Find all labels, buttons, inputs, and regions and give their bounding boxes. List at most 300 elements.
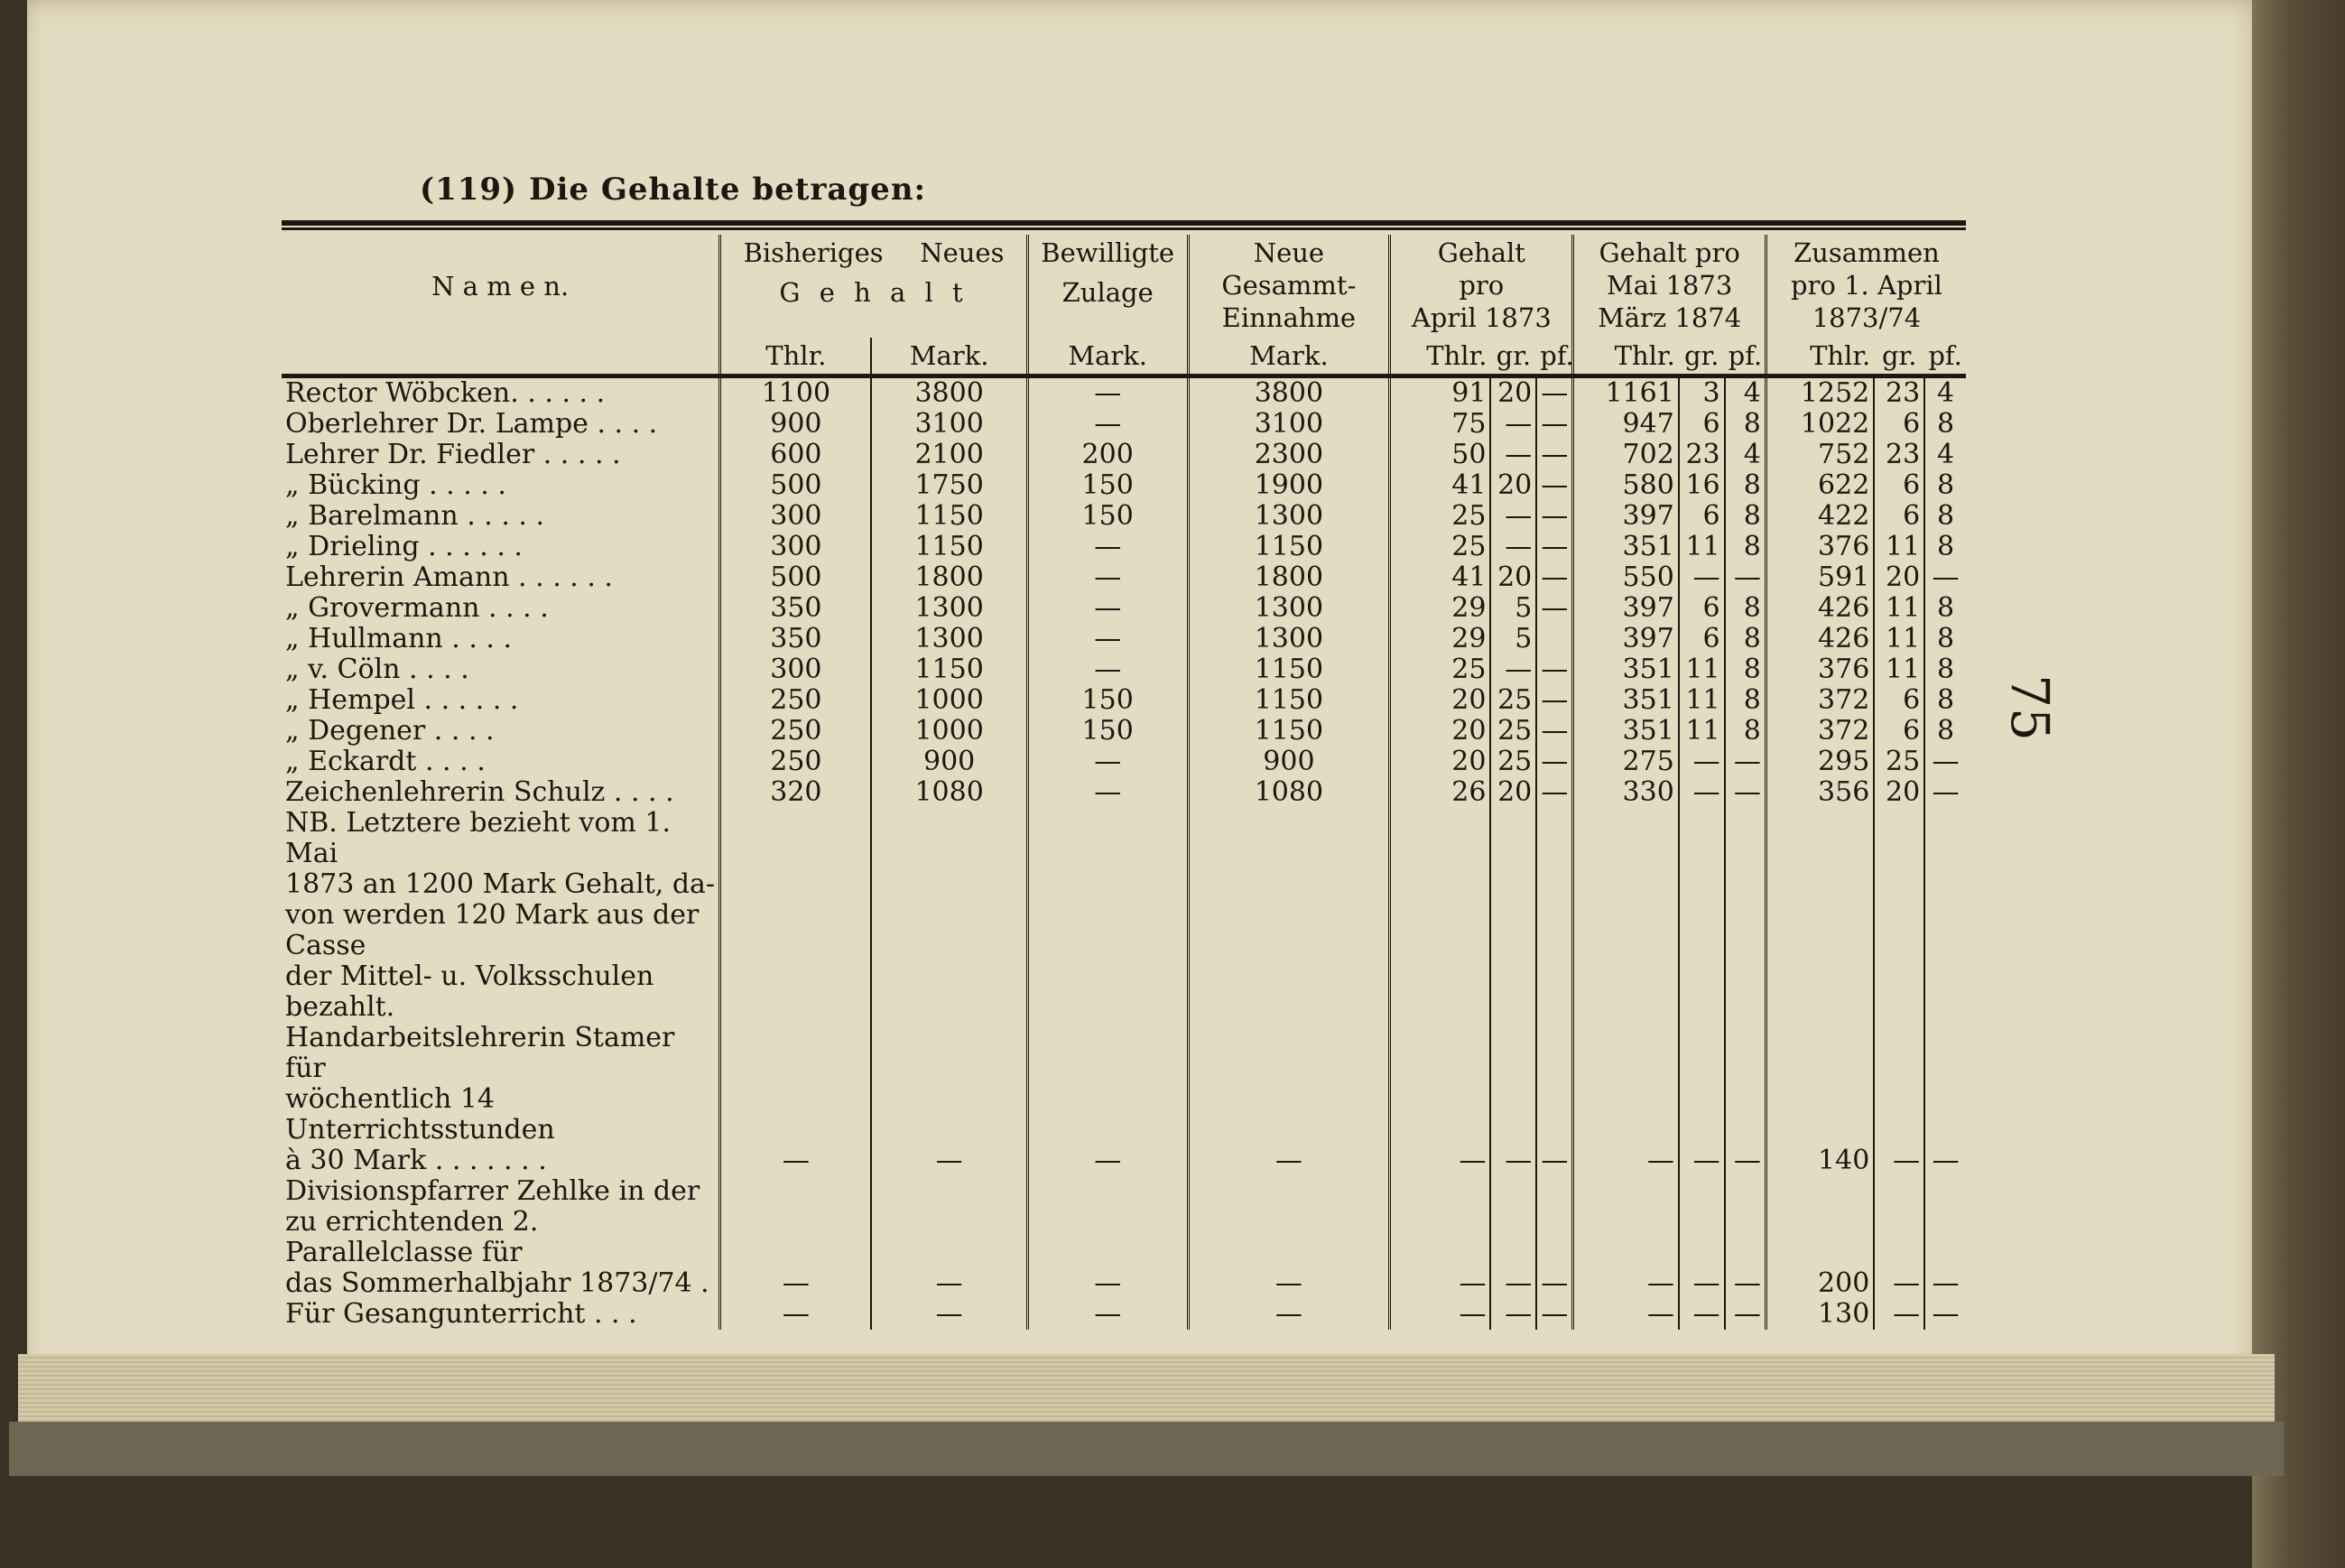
cell-neu: 1150 <box>871 532 1027 562</box>
cell-z-pf: 8 <box>1924 593 1966 624</box>
cell-a-pf: — <box>1536 747 1573 777</box>
cell-a-thlr: 20 <box>1390 747 1491 777</box>
cell-m-pf: — <box>1725 1268 1766 1299</box>
empty-cell <box>1390 869 1491 900</box>
cell-a-gr: 5 <box>1490 624 1536 654</box>
salary-table <box>282 235 1966 1330</box>
cell-z-thlr: 356 <box>1766 777 1874 808</box>
empty-cell <box>1536 1084 1573 1146</box>
cell-m-pf: 4 <box>1725 440 1766 470</box>
empty-cell <box>1766 808 1874 869</box>
row-name: Oberlehrer Dr. Lampe . . . . <box>285 409 658 440</box>
cell-a-gr: — <box>1490 501 1536 532</box>
empty-cell <box>1725 869 1766 900</box>
note-line: zu errichtenden 2. Parallelclasse für <box>285 1207 539 1268</box>
empty-cell <box>1490 1023 1536 1084</box>
cell-m-gr: 6 <box>1679 593 1725 624</box>
unit-z-gr: gr. <box>1874 338 1924 376</box>
empty-cell <box>1573 808 1679 869</box>
cell-z-thlr: 426 <box>1766 624 1874 654</box>
note-line: Handarbeitslehrerin Stamer für <box>285 1023 675 1084</box>
zusammen-3: 1873/74 <box>1812 302 1922 333</box>
cell-z-pf: 8 <box>1924 532 1966 562</box>
empty-cell <box>1536 1023 1573 1084</box>
table-row <box>282 624 1966 654</box>
cell-ng: 3100 <box>1188 409 1390 440</box>
unit-gm-thlr: Thlr. <box>1573 338 1679 376</box>
empty-cell <box>1573 900 1679 961</box>
cell-bis: — <box>720 1268 872 1299</box>
empty-cell <box>1924 900 1966 961</box>
empty-cell <box>1874 1084 1924 1146</box>
cell-z-gr: 6 <box>1874 409 1924 440</box>
empty-cell <box>1188 900 1390 961</box>
row-name: Lehrer Dr. Fiedler . . . . . <box>285 440 621 470</box>
col-bisheriges: Bisheriges <box>743 237 884 268</box>
table-row <box>282 654 1966 685</box>
empty-cell <box>1874 900 1924 961</box>
cell-z-thlr: 295 <box>1766 747 1874 777</box>
cell-bis: 320 <box>720 777 872 808</box>
cell-neu: 1000 <box>871 685 1027 716</box>
cell-m-gr: 11 <box>1679 654 1725 685</box>
cell-z-pf: 8 <box>1924 685 1966 716</box>
cell-neu: 1800 <box>871 562 1027 593</box>
empty-cell <box>1573 1084 1679 1146</box>
cell-a-gr: 20 <box>1490 777 1536 808</box>
cell-bis: 300 <box>720 532 872 562</box>
cell-a-pf: — <box>1536 685 1573 716</box>
empty-cell <box>1725 1176 1766 1207</box>
note-line: 1873 an 1200 Mark Gehalt, da- <box>285 869 716 900</box>
book-cover-edge <box>9 1422 2284 1476</box>
cell-z-thlr: 200 <box>1766 1268 1874 1299</box>
cell-bew: 150 <box>1027 501 1188 532</box>
cell-neu: 1750 <box>871 470 1027 501</box>
note-row <box>282 1023 1966 1084</box>
cell-ng: 1900 <box>1188 470 1390 501</box>
cell-a-thlr: 29 <box>1390 593 1491 624</box>
cell-z-thlr: 1252 <box>1766 376 1874 410</box>
cell-bew: — <box>1027 1146 1188 1176</box>
empty-cell <box>1924 1023 1966 1084</box>
empty-cell <box>1490 961 1536 1023</box>
cell-a-gr: — <box>1490 1146 1536 1176</box>
cell-m-thlr: 351 <box>1573 532 1679 562</box>
cell-m-thlr: 397 <box>1573 501 1679 532</box>
cell-a-thlr: 25 <box>1390 501 1491 532</box>
empty-cell <box>1490 1176 1536 1207</box>
empty-cell <box>1679 900 1725 961</box>
cell-z-pf: 4 <box>1924 376 1966 410</box>
empty-cell <box>1536 961 1573 1023</box>
cell-a-thlr: — <box>1390 1146 1491 1176</box>
cell-m-thlr: 702 <box>1573 440 1679 470</box>
cell-m-thlr: 397 <box>1573 624 1679 654</box>
cell-m-pf: — <box>1725 777 1766 808</box>
empty-cell <box>1924 1084 1966 1146</box>
cell-z-gr: 11 <box>1874 532 1924 562</box>
cell-neu: — <box>871 1146 1027 1176</box>
cell-m-gr: — <box>1679 747 1725 777</box>
cell-z-gr: 11 <box>1874 593 1924 624</box>
note-row <box>282 1207 1966 1268</box>
cell-a-pf: — <box>1536 440 1573 470</box>
cell-a-pf: — <box>1536 501 1573 532</box>
empty-cell <box>1536 1176 1573 1207</box>
cell-z-pf: — <box>1924 1299 1966 1330</box>
cell-bis: 350 <box>720 593 872 624</box>
col-neues: Neues <box>920 237 1005 268</box>
cell-z-pf: — <box>1924 777 1966 808</box>
gehalt-mai-2: Mai 1873 <box>1607 270 1733 301</box>
cell-m-gr: 11 <box>1679 716 1725 747</box>
empty-cell <box>720 1207 872 1268</box>
empty-cell <box>1490 1207 1536 1268</box>
cell-a-gr: 20 <box>1490 376 1536 410</box>
empty-cell <box>871 900 1027 961</box>
cell-z-pf: 8 <box>1924 654 1966 685</box>
cell-neu: 900 <box>871 747 1027 777</box>
cell-z-pf: 4 <box>1924 440 1966 470</box>
cell-m-gr: 11 <box>1679 685 1725 716</box>
gesammt-label: Gesammt- <box>1221 270 1357 301</box>
col-namen: N a m e n. <box>431 271 570 302</box>
cell-z-pf: — <box>1924 1146 1966 1176</box>
empty-cell <box>1027 869 1188 900</box>
cell-m-pf: — <box>1725 1299 1766 1330</box>
cell-a-pf: — <box>1536 777 1573 808</box>
gehalt-april-2: pro <box>1459 270 1505 301</box>
cell-z-gr: 11 <box>1874 624 1924 654</box>
cell-a-gr: — <box>1490 654 1536 685</box>
cell-ng: 1300 <box>1188 501 1390 532</box>
empty-cell <box>1390 900 1491 961</box>
header-row <box>282 235 1966 338</box>
cell-a-thlr: 75 <box>1390 409 1491 440</box>
empty-cell <box>1766 869 1874 900</box>
cell-m-pf: 8 <box>1725 409 1766 440</box>
empty-cell <box>1766 1176 1874 1207</box>
cell-a-thlr: 26 <box>1390 777 1491 808</box>
row-name: Zeichenlehrerin Schulz . . . . <box>285 777 674 808</box>
col-gehalt-april <box>1390 235 1573 338</box>
cell-bew: — <box>1027 593 1188 624</box>
row-name: das Sommerhalbjahr 1873/74 . <box>285 1268 709 1299</box>
cell-m-pf: 4 <box>1725 376 1766 410</box>
empty-cell <box>1188 1023 1390 1084</box>
col-bewilligte <box>1027 235 1188 338</box>
cell-a-thlr: 41 <box>1390 470 1491 501</box>
cell-m-thlr: 351 <box>1573 654 1679 685</box>
cell-m-thlr: — <box>1573 1146 1679 1176</box>
cell-bew: — <box>1027 1299 1188 1330</box>
empty-cell <box>1536 869 1573 900</box>
cell-a-gr: 5 <box>1490 593 1536 624</box>
cell-ng: 1300 <box>1188 593 1390 624</box>
zusammen-1: Zusammen <box>1794 237 1940 268</box>
table-row <box>282 440 1966 470</box>
top-rule <box>282 220 1966 226</box>
cell-m-gr: 11 <box>1679 532 1725 562</box>
cell-neu: 1000 <box>871 716 1027 747</box>
cell-a-thlr: — <box>1390 1299 1491 1330</box>
cell-bis: 300 <box>720 654 872 685</box>
cell-z-thlr: 376 <box>1766 532 1874 562</box>
cell-a-thlr: 29 <box>1390 624 1491 654</box>
empty-cell <box>1188 1176 1390 1207</box>
empty-cell <box>871 808 1027 869</box>
cell-a-gr: 20 <box>1490 470 1536 501</box>
zusammen-2: pro 1. April <box>1790 270 1942 301</box>
empty-cell <box>1188 869 1390 900</box>
empty-cell <box>1924 869 1966 900</box>
table-row <box>282 716 1966 747</box>
cell-z-thlr: 1022 <box>1766 409 1874 440</box>
unit-bis-thlr: Thlr. <box>720 338 872 376</box>
cell-m-pf: 8 <box>1725 716 1766 747</box>
cell-a-pf: — <box>1536 1268 1573 1299</box>
cell-ng: 1080 <box>1188 777 1390 808</box>
row-name: „ v. Cöln . . . . <box>285 654 469 685</box>
cell-bew: — <box>1027 654 1188 685</box>
empty-cell <box>1573 961 1679 1023</box>
cell-bis: — <box>720 1146 872 1176</box>
einnahme-label: Einnahme <box>1221 302 1357 333</box>
col-gehalt-mai <box>1573 235 1766 338</box>
empty-cell <box>1766 961 1874 1023</box>
cell-z-gr: — <box>1874 1268 1924 1299</box>
cell-neu: 1300 <box>871 624 1027 654</box>
cell-ng: 1150 <box>1188 685 1390 716</box>
empty-cell <box>720 869 872 900</box>
cell-m-gr: — <box>1679 1146 1725 1176</box>
cell-z-gr: 25 <box>1874 747 1924 777</box>
cell-m-thlr: 330 <box>1573 777 1679 808</box>
empty-cell <box>1874 808 1924 869</box>
empty-cell <box>1924 808 1966 869</box>
empty-cell <box>1188 961 1390 1023</box>
empty-cell <box>720 1084 872 1146</box>
cell-m-pf: 8 <box>1725 501 1766 532</box>
cell-z-gr: 6 <box>1874 470 1924 501</box>
unit-bew-mark: Mark. <box>1027 338 1188 376</box>
empty-cell <box>1766 1023 1874 1084</box>
note-line: der Mittel- u. Volksschulen bezahlt. <box>285 961 654 1023</box>
col-gehalt-group <box>720 235 1027 338</box>
empty-cell <box>1874 961 1924 1023</box>
cell-z-pf: 8 <box>1924 624 1966 654</box>
empty-cell <box>1390 808 1491 869</box>
table-row <box>282 501 1966 532</box>
cell-a-gr: 25 <box>1490 685 1536 716</box>
table-row <box>282 1299 1966 1330</box>
col-zusammen <box>1766 235 1966 338</box>
note-line: von werden 120 Mark aus der Casse <box>285 900 700 961</box>
note-row <box>282 900 1966 961</box>
cell-neu: — <box>871 1299 1027 1330</box>
cell-a-gr: 25 <box>1490 747 1536 777</box>
cell-m-pf: 8 <box>1725 470 1766 501</box>
note-row <box>282 869 1966 900</box>
row-name: „ Bücking . . . . . <box>285 470 506 501</box>
row-name: à 30 Mark . . . . . . . <box>285 1146 547 1176</box>
cell-m-gr: — <box>1679 777 1725 808</box>
cell-ng: 1150 <box>1188 654 1390 685</box>
empty-cell <box>1874 1207 1924 1268</box>
cell-a-pf: — <box>1536 376 1573 410</box>
row-name: „ Grovermann . . . . <box>285 593 549 624</box>
unit-ng-mark: Mark. <box>1188 338 1390 376</box>
empty-cell <box>1390 1176 1491 1207</box>
cell-bew: 200 <box>1027 440 1188 470</box>
cell-z-gr: 20 <box>1874 777 1924 808</box>
empty-cell <box>720 1023 872 1084</box>
cell-m-pf: 8 <box>1725 685 1766 716</box>
cell-a-thlr: 25 <box>1390 654 1491 685</box>
empty-cell <box>1536 900 1573 961</box>
cell-bis: — <box>720 1299 872 1330</box>
empty-cell <box>1679 1084 1725 1146</box>
cell-m-gr: 16 <box>1679 470 1725 501</box>
row-name: „ Barelmann . . . . . <box>285 501 545 532</box>
empty-cell <box>1725 1207 1766 1268</box>
empty-cell <box>1027 1176 1188 1207</box>
cell-a-pf: — <box>1536 1146 1573 1176</box>
unit-neu-mark: Mark. <box>871 338 1027 376</box>
cell-neu: 1150 <box>871 501 1027 532</box>
cell-z-thlr: 372 <box>1766 716 1874 747</box>
note-row <box>282 1084 1966 1146</box>
cell-z-thlr: 622 <box>1766 470 1874 501</box>
row-name: Lehrerin Amann . . . . . . <box>285 562 613 593</box>
cell-z-thlr: 422 <box>1766 501 1874 532</box>
empty-cell <box>1679 1176 1725 1207</box>
cell-ng: 1800 <box>1188 562 1390 593</box>
empty-cell <box>1874 869 1924 900</box>
cell-a-pf: — <box>1536 593 1573 624</box>
empty-cell <box>1536 1207 1573 1268</box>
cell-m-pf: 8 <box>1725 654 1766 685</box>
cell-bew: — <box>1027 624 1188 654</box>
empty-cell <box>1679 808 1725 869</box>
empty-cell <box>1490 869 1536 900</box>
cell-z-gr: 6 <box>1874 501 1924 532</box>
gehalt-april-3: April 1873 <box>1411 302 1552 333</box>
empty-cell <box>1027 1207 1188 1268</box>
cell-bis: 350 <box>720 624 872 654</box>
cell-ng: — <box>1188 1299 1390 1330</box>
neue-label: Neue <box>1253 237 1325 268</box>
cell-z-gr: 20 <box>1874 562 1924 593</box>
cell-m-gr: 6 <box>1679 501 1725 532</box>
unit-gm-gr: gr. <box>1679 338 1725 376</box>
row-name: „ Hempel . . . . . . <box>285 685 519 716</box>
cell-m-gr: — <box>1679 1299 1725 1330</box>
cell-a-pf: — <box>1536 654 1573 685</box>
empty-cell <box>1490 900 1536 961</box>
cell-z-gr: 23 <box>1874 440 1924 470</box>
cell-z-thlr: 140 <box>1766 1146 1874 1176</box>
empty-cell <box>1573 1023 1679 1084</box>
empty-cell <box>1874 1176 1924 1207</box>
cell-m-gr: 6 <box>1679 409 1725 440</box>
cell-m-pf: — <box>1725 562 1766 593</box>
cell-a-pf: — <box>1536 716 1573 747</box>
empty-cell <box>1573 1207 1679 1268</box>
cell-neu: 1150 <box>871 654 1027 685</box>
empty-cell <box>871 961 1027 1023</box>
cell-z-thlr: 591 <box>1766 562 1874 593</box>
cell-neu: — <box>871 1268 1027 1299</box>
empty-cell <box>1027 1023 1188 1084</box>
gehalt-mai-3: März 1874 <box>1598 302 1742 333</box>
cell-a-pf: — <box>1536 470 1573 501</box>
cell-bew: 150 <box>1027 470 1188 501</box>
cell-m-gr: — <box>1679 562 1725 593</box>
cell-m-thlr: 550 <box>1573 562 1679 593</box>
empty-cell <box>1188 1084 1390 1146</box>
cell-neu: 3800 <box>871 376 1027 410</box>
cell-m-gr: 6 <box>1679 624 1725 654</box>
cell-bis: 250 <box>720 716 872 747</box>
cell-bis: 300 <box>720 501 872 532</box>
cell-z-pf: — <box>1924 1268 1966 1299</box>
cell-a-gr: — <box>1490 1268 1536 1299</box>
table-row <box>282 685 1966 716</box>
empty-cell <box>1725 961 1766 1023</box>
empty-cell <box>1725 1084 1766 1146</box>
table-row <box>282 1146 1966 1176</box>
cell-z-pf: — <box>1924 747 1966 777</box>
row-name: „ Hullmann . . . . <box>285 624 513 654</box>
empty-cell <box>1874 1023 1924 1084</box>
cell-a-pf: — <box>1536 532 1573 562</box>
cell-m-thlr: 351 <box>1573 716 1679 747</box>
row-name: Rector Wöbcken. . . . . . <box>285 377 606 409</box>
empty-cell <box>1188 1207 1390 1268</box>
cell-a-gr: — <box>1490 532 1536 562</box>
note-row <box>282 808 1966 869</box>
cell-m-pf: — <box>1725 747 1766 777</box>
cell-m-thlr: — <box>1573 1268 1679 1299</box>
table-body <box>282 376 1966 1331</box>
cell-z-gr: — <box>1874 1146 1924 1176</box>
empty-cell <box>1490 808 1536 869</box>
cell-z-pf: 8 <box>1924 716 1966 747</box>
unit-ga-gr: gr. <box>1490 338 1536 376</box>
table-caption: (119) Die Gehalte betragen: <box>420 172 927 208</box>
cell-bis: 900 <box>720 409 872 440</box>
row-name: „ Drieling . . . . . . <box>285 532 523 562</box>
book-spine <box>2252 0 2345 1568</box>
cell-m-thlr: 351 <box>1573 685 1679 716</box>
unit-gm-pf: pf. <box>1725 338 1766 376</box>
table-row <box>282 409 1966 440</box>
unit-row <box>282 338 1966 376</box>
cell-m-gr: 3 <box>1679 376 1725 410</box>
cell-a-thlr: 20 <box>1390 685 1491 716</box>
cell-a-pf <box>1536 624 1573 654</box>
cell-z-pf: 8 <box>1924 409 1966 440</box>
empty-cell <box>1766 900 1874 961</box>
cell-bew: — <box>1027 376 1188 410</box>
cell-m-pf: 8 <box>1725 624 1766 654</box>
empty-cell <box>1027 808 1188 869</box>
empty-cell <box>720 900 872 961</box>
empty-cell <box>1573 1176 1679 1207</box>
empty-cell <box>1766 1207 1874 1268</box>
